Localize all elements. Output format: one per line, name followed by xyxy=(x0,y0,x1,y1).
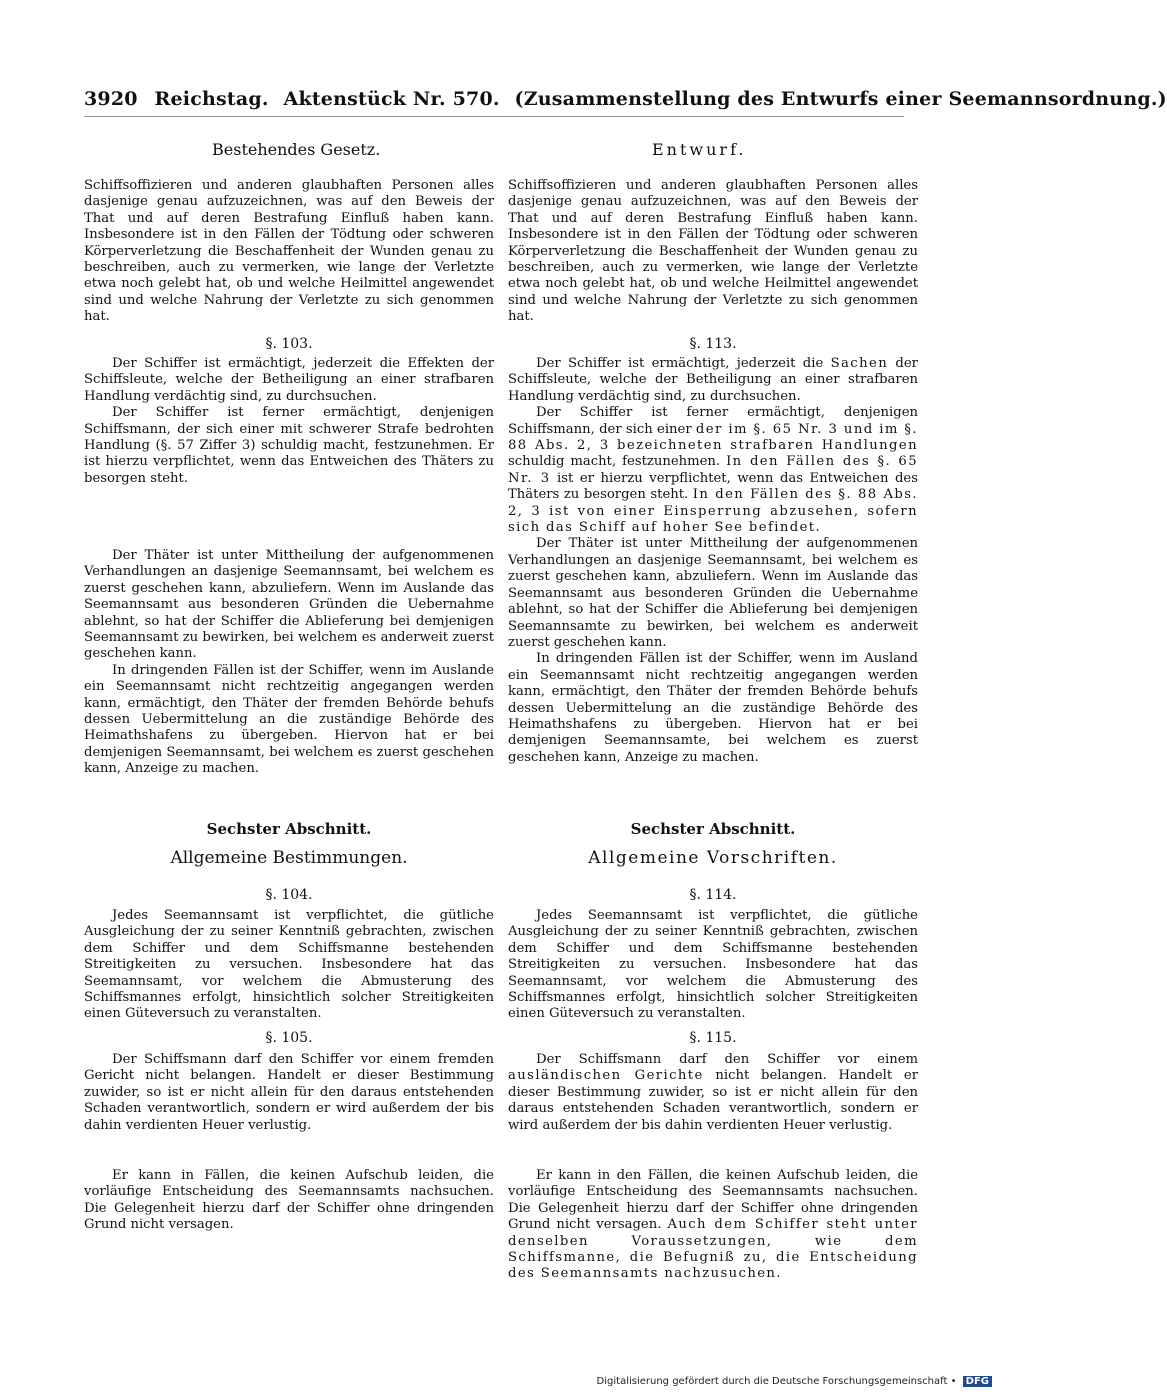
right-column-heading: Entwurf. xyxy=(652,140,747,159)
section-114-body xyxy=(508,908,918,1023)
dfg-logo: DFG xyxy=(963,1376,992,1387)
paragraph: Jedes Seemannsamt ist verpflichtet, die gütliche Ausgleichung der zu seiner Kenntniß gebrachten, zwischen dem Schiffer und dem Schiffsmanne bestehenden Streitigkeiten zu versuchen. Insbesondere hat das Seemannsamt, vor welchem die Abmusterung des Schiffsmannes erfolgt, hinsichtlich solcher Streitigkeiten einen Güteversuch zu veranstalten. xyxy=(84,908,494,1022)
section-103-body xyxy=(84,356,494,487)
text-run: Der Schiffsmann darf den Schiffer vor einem xyxy=(536,1052,918,1067)
paragraph: Der Schiffer ist ferner ermächtigt, denjenigen Schiffsmann, der sich einer mit schwerer Strafe bedrohten Handlung (§. 57 Ziffer 3) schuldig macht, festzunehmen. Er ist hierzu verpflichtet, wenn das Entweichen des Thäters zu besorgen steht. xyxy=(84,405,494,486)
paragraph: Der Schiffsmann darf den Schiffer vor einem fremden Gericht nicht belangen. Handelt er dieser Bestimmung zuwider, so ist er nicht allein für den daraus entstehenden Schaden verantwortlich, sondern er wird außerdem der bis dahin verdienten Heuer verlustig. xyxy=(84,1052,494,1133)
paragraph: Er kann in Fällen, die keinen Aufschub leiden, die vorläufige Entscheidung des Seemannsamts nachsuchen. Die Gelegenheit hierzu darf der Schiffer ohne dringenden Grund nicht versagen. xyxy=(84,1168,494,1233)
paragraph: In dringenden Fällen ist der Schiffer, wenn im Auslande ein Seemannsamt nicht rechtzeitig angegangen werden kann, ermächtigt, den Thäter der fremden Behörde behufs dessen Uebermittelung an die zuständige Behörde des Heimathshafens zu übergeben. Hiervon hat er bei demjenigen Seemannsamt, bei welchem es zuerst geschehen kann, Anzeige zu machen. xyxy=(84,662,494,777)
section-103-label: §. 103. xyxy=(265,336,313,352)
section-subtitle: Allgemeine Vorschriften. xyxy=(588,848,838,868)
text-run: ist er hierzu verpflichtet, wenn das Entweichen des Thäters zu besorgen steht. xyxy=(508,470,918,503)
amended-text: In den Fällen des §. 88 Abs. 2, 3 ist von einer Einsperrung abzusehen, sofern sich das Schiff auf hoher See befindet. xyxy=(508,487,919,536)
paragraph: Schiffsoffizieren und anderen glaubhaften Personen alles dasjenige genau aufzuzeichnen, was auf den Beweis der That und auf deren Bestrafung Einfluß haben kann. Insbesondere ist in den Fällen der Tödtung oder schweren Körperverletzung die Beschaffenheit der Wunden genau zu beschreiben, auch zu vermerken, wie lange der Verletzte etwa noch gelebt hat, ob und welche Heilmittel angewendet sind und welche Nahrung der Verletzte zu sich genommen hat. xyxy=(508,178,918,325)
section-title: Sechster Abschnitt. xyxy=(630,820,796,838)
section-113-body xyxy=(508,356,918,766)
section-113-label: §. 113. xyxy=(689,336,737,352)
section-115-label: §. 115. xyxy=(689,1030,737,1046)
paragraph: Der Thäter ist unter Mittheilung der aufgenommenen Verhandlungen an dasjenige Seemannsamt, bei welchem es zuerst geschehen kann, abzuliefern. Wenn im Auslande das Seemannsamt aus besonderen Gründen die Uebernahme ablehnt, so hat der Schiffer die Ablieferung bei demjenigen Seemannsamte zu bewirken, bei welchem es anderweit zuerst geschehen kann. xyxy=(508,536,918,650)
text-run: der Schiffsleute, welche der Betheiligung an einer strafbaren Handlung verdächtig sind, zu durchsuchen. xyxy=(508,356,918,404)
right-paragraph-intro xyxy=(508,178,918,326)
paragraph: Der Thäter ist unter Mittheilung der aufgenommenen Verhandlungen an dasjenige Seemannsamt, bei welchem es zuerst geschehen kann, abzuliefern. Wenn im Auslande das Seemannsamt aus besonderen Gründen die Uebernahme ablehnt, so hat der Schiffer die Ablieferung bei demjenigen Seemannsamt zu bewirken, bei welchem es anderweit zuerst geschehen kann. xyxy=(84,548,494,662)
text-run: nicht belangen. Handelt er dieser Bestimmung zuwider, so ist er nicht allein für den daraus entstehenden Schaden verantwortlich, sondern er wird außerdem der bis dahin verdienten Heuer verlustig. xyxy=(508,1068,918,1133)
paragraph xyxy=(508,405,918,536)
paragraph xyxy=(508,1168,918,1283)
amended-text: Sachen xyxy=(830,356,889,371)
amended-text: der im §. 65 Nr. 3 und im §. 88 Abs. 2, 3 bezeichneten strafbaren Handlungen xyxy=(508,421,918,454)
text-run: Der Schiffer ist ferner ermächtigt, denjenigen Schiffsmann, der sich einer xyxy=(508,405,918,437)
section-105-body-continued xyxy=(84,1168,494,1234)
section-104-label: §. 104. xyxy=(265,887,313,903)
section-104-body xyxy=(84,908,494,1023)
header-title: (Zusammenstellung des Entwurfs einer Seemannsordnung.) xyxy=(514,88,1167,110)
left-section-heading xyxy=(84,820,494,868)
paragraph: Schiffsoffizieren und anderen glaubhaften Personen alles dasjenige genau aufzuzeichnen, was auf den Beweis der That und auf deren Bestrafung Einfluß haben kann. Insbesondere ist in den Fällen der Tödtung oder schweren Körperverletzung die Beschaffenheit der Wunden genau zu beschreiben, auch zu vermerken, wie lange der Verletzte etwa noch gelebt hat, ob und welche Heilmittel angewendet sind und welche Nahrung der Verletzte zu sich genommen hat. xyxy=(84,178,494,325)
section-title: Sechster Abschnitt. xyxy=(206,820,372,838)
page-number: 3920 xyxy=(84,88,138,110)
right-section-heading xyxy=(508,820,918,868)
section-subtitle: Allgemeine Bestimmungen. xyxy=(170,848,408,868)
paragraph: Der Schiffer ist ermächtigt, jederzeit die Effekten der Schiffsleute, welche der Betheiligung an einer strafbaren Handlung verdächtig sind, zu durchsuchen. xyxy=(84,356,494,404)
left-paragraph-intro xyxy=(84,178,494,326)
section-114-label: §. 114. xyxy=(689,887,737,903)
section-103-body-continued xyxy=(84,548,494,778)
text-run: Der Schiffer ist ermächtigt, jederzeit die xyxy=(536,356,831,371)
paragraph xyxy=(508,1052,918,1134)
left-column-heading: Bestehendes Gesetz. xyxy=(212,140,381,159)
paragraph xyxy=(508,356,918,405)
section-105-label: §. 105. xyxy=(265,1030,313,1046)
text-run: schuldig macht, festzunehmen. xyxy=(508,454,727,470)
paragraph: In dringenden Fällen ist der Schiffer, wenn im Ausland ein Seemannsamt nicht rechtzeitig angegangen werden kann, ermächtigt, den Thäter der fremden Behörde behufs dessen Uebermittelung an die zuständige Behörde des Heimathshafens zu übergeben. Hiervon hat er bei demjenigen Seemannsamte, bei welchem es zuerst geschehen kann, Anzeige zu machen. xyxy=(508,651,918,765)
amended-text: Auch dem Schiffer steht unter denselben Voraussetzungen, wie dem Schiffsmanne, die Befugniß zu, die Entscheidung des Seemannsamts nachzusuchen. xyxy=(508,1217,918,1282)
document-number: Aktenstück Nr. 570. xyxy=(283,88,500,110)
section-115-body xyxy=(508,1052,918,1134)
paragraph: Jedes Seemannsamt ist verpflichtet, die gütliche Ausgleichung der zu seiner Kenntniß gebrachten, zwischen dem Schiffer und dem Schiffsmanne bestehenden Streitigkeiten zu versuchen. Insbesondere hat das Seemannsamt, vor welchem die Abmusterung des Schiffsmannes erfolgt, hinsichtlich solcher Streitigkeiten einen Güteversuch zu veranstalten. xyxy=(508,908,918,1022)
amended-text: ausländischen Gerichte xyxy=(508,1068,704,1084)
text-run: Er kann in den Fällen, die keinen Aufschub leiden, die vorläufige Entscheidung des Seemannsamts nachsuchen. Die Gelegenheit hierzu darf der Schiffer ohne dringenden Grund nicht versagen. xyxy=(508,1168,918,1233)
amended-text: In den Fällen des §. 65 Nr. 3 xyxy=(508,454,918,486)
section-115-body-continued xyxy=(508,1168,918,1283)
page-header xyxy=(84,88,1167,110)
credit-text: Digitalisierung gefördert durch die Deutsche Forschungsgemeinschaft • xyxy=(596,1376,957,1387)
digitization-credit xyxy=(597,1376,992,1387)
header-prefix: Reichstag. xyxy=(154,88,269,110)
section-105-body xyxy=(84,1052,494,1134)
header-rule xyxy=(84,116,904,117)
